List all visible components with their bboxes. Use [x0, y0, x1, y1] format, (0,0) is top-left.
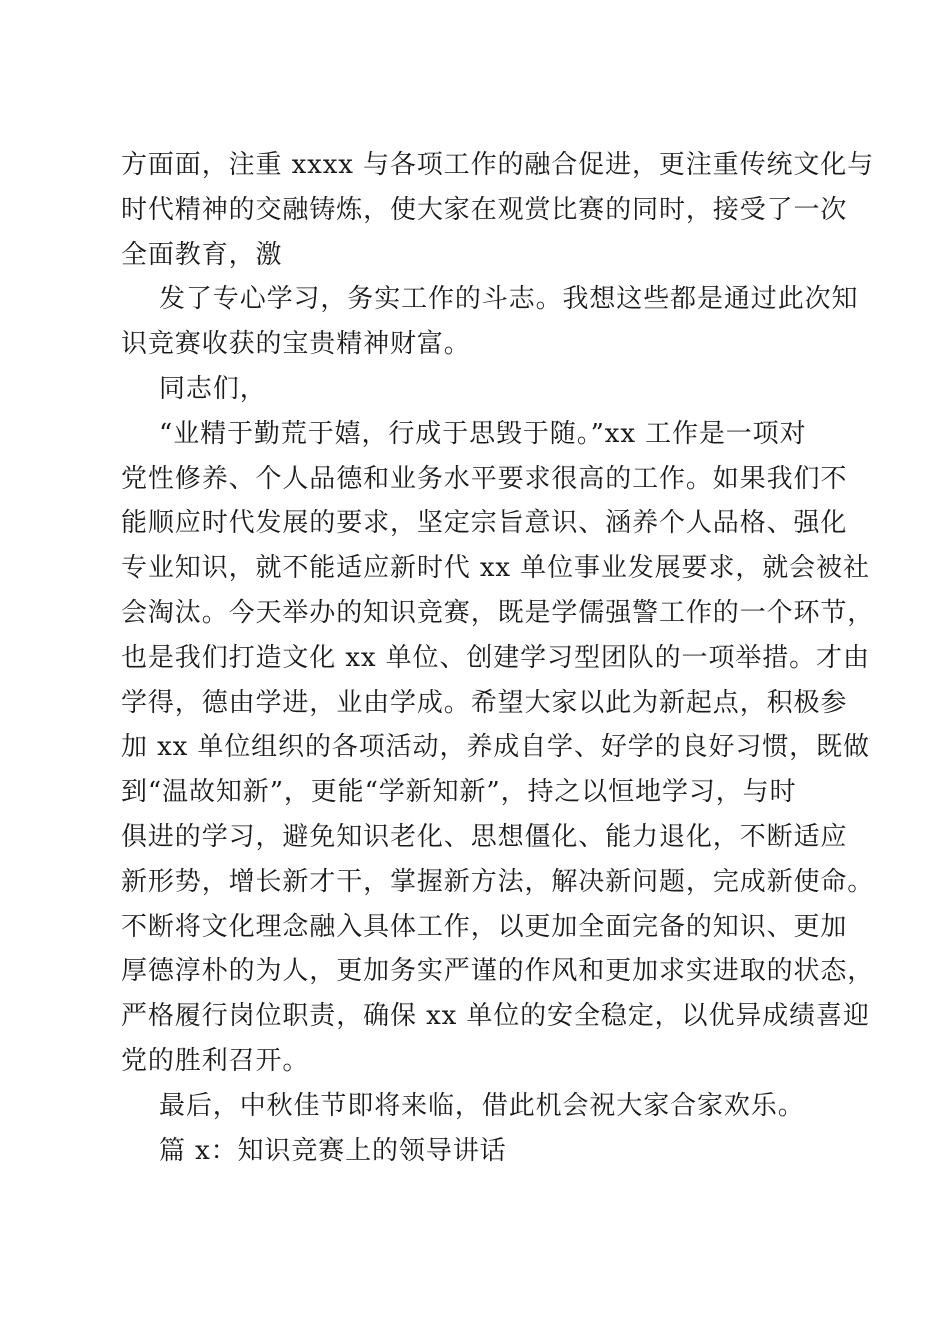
text-line: 发了专心学习，务实工作的斗志。我想这些都是通过此次知	[159, 284, 859, 315]
text-line: 不断将文化理念融入具体工作，以更加全面完备的知识、更加	[121, 911, 848, 942]
text-line: 能顺应时代发展的要求，坚定宗旨意识、涵养个人品格、强化	[121, 508, 848, 539]
text-line: 同志们，	[159, 373, 267, 404]
text-line: 识竞赛收获的宝贵精神财富。	[121, 329, 471, 360]
text-line: 也是我们打造文化 xx 单位、创建学习型团队的一项举措。才由	[121, 642, 870, 673]
text-line: 到“温故知新”，更能“学新知新”，持之以恒地学习，与时	[121, 777, 797, 808]
text-line: 时代精神的交融铸炼，使大家在观赏比赛的同时，接受了一次	[121, 194, 848, 225]
text-line: 厚德淳朴的为人，更加务实严谨的作风和更加求实进取的状态，	[121, 956, 875, 987]
text-line: 学得，德由学进，业由学成。希望大家以此为新起点，积极参	[121, 687, 848, 718]
text-line: 方面面，注重 xxxx 与各项工作的融合促进，更注重传统文化与	[121, 150, 875, 180]
section-heading: 篇 x：知识竞赛上的领导讲话	[159, 1135, 507, 1166]
text-line: 最后，中秋佳节即将来临，借此机会祝大家合家欢乐。	[159, 1090, 805, 1121]
document-body	[121, 143, 875, 1173]
text-line: 专业知识，就不能适应新时代 xx 单位事业发展要求，就会被社	[121, 553, 870, 584]
text-line: 新形势，增长新才干，掌握新方法，解决新问题，完成新使命。	[121, 866, 875, 897]
text-line: 党的胜利召开。	[121, 1045, 310, 1076]
text-line: “业精于勤荒于嬉，行成于思毁于随。”xx 工作是一项对	[159, 418, 807, 449]
text-line: 全面教育，激	[121, 239, 283, 270]
text-line: 会淘汰。今天举办的知识竞赛，既是学儒强警工作的一个环节，	[121, 597, 875, 628]
text-line: 党性修养、个人品德和业务水平要求很高的工作。如果我们不	[121, 463, 848, 494]
text-line: 严格履行岗位职责，确保 xx 单位的安全稳定，以优异成绩喜迎	[121, 1001, 870, 1032]
text-line: 俱进的学习，避免知识老化、思想僵化、能力退化，不断适应	[121, 821, 848, 852]
text-line: 加 xx 单位组织的各项活动，养成自学、好学的良好习惯，既做	[121, 732, 870, 763]
